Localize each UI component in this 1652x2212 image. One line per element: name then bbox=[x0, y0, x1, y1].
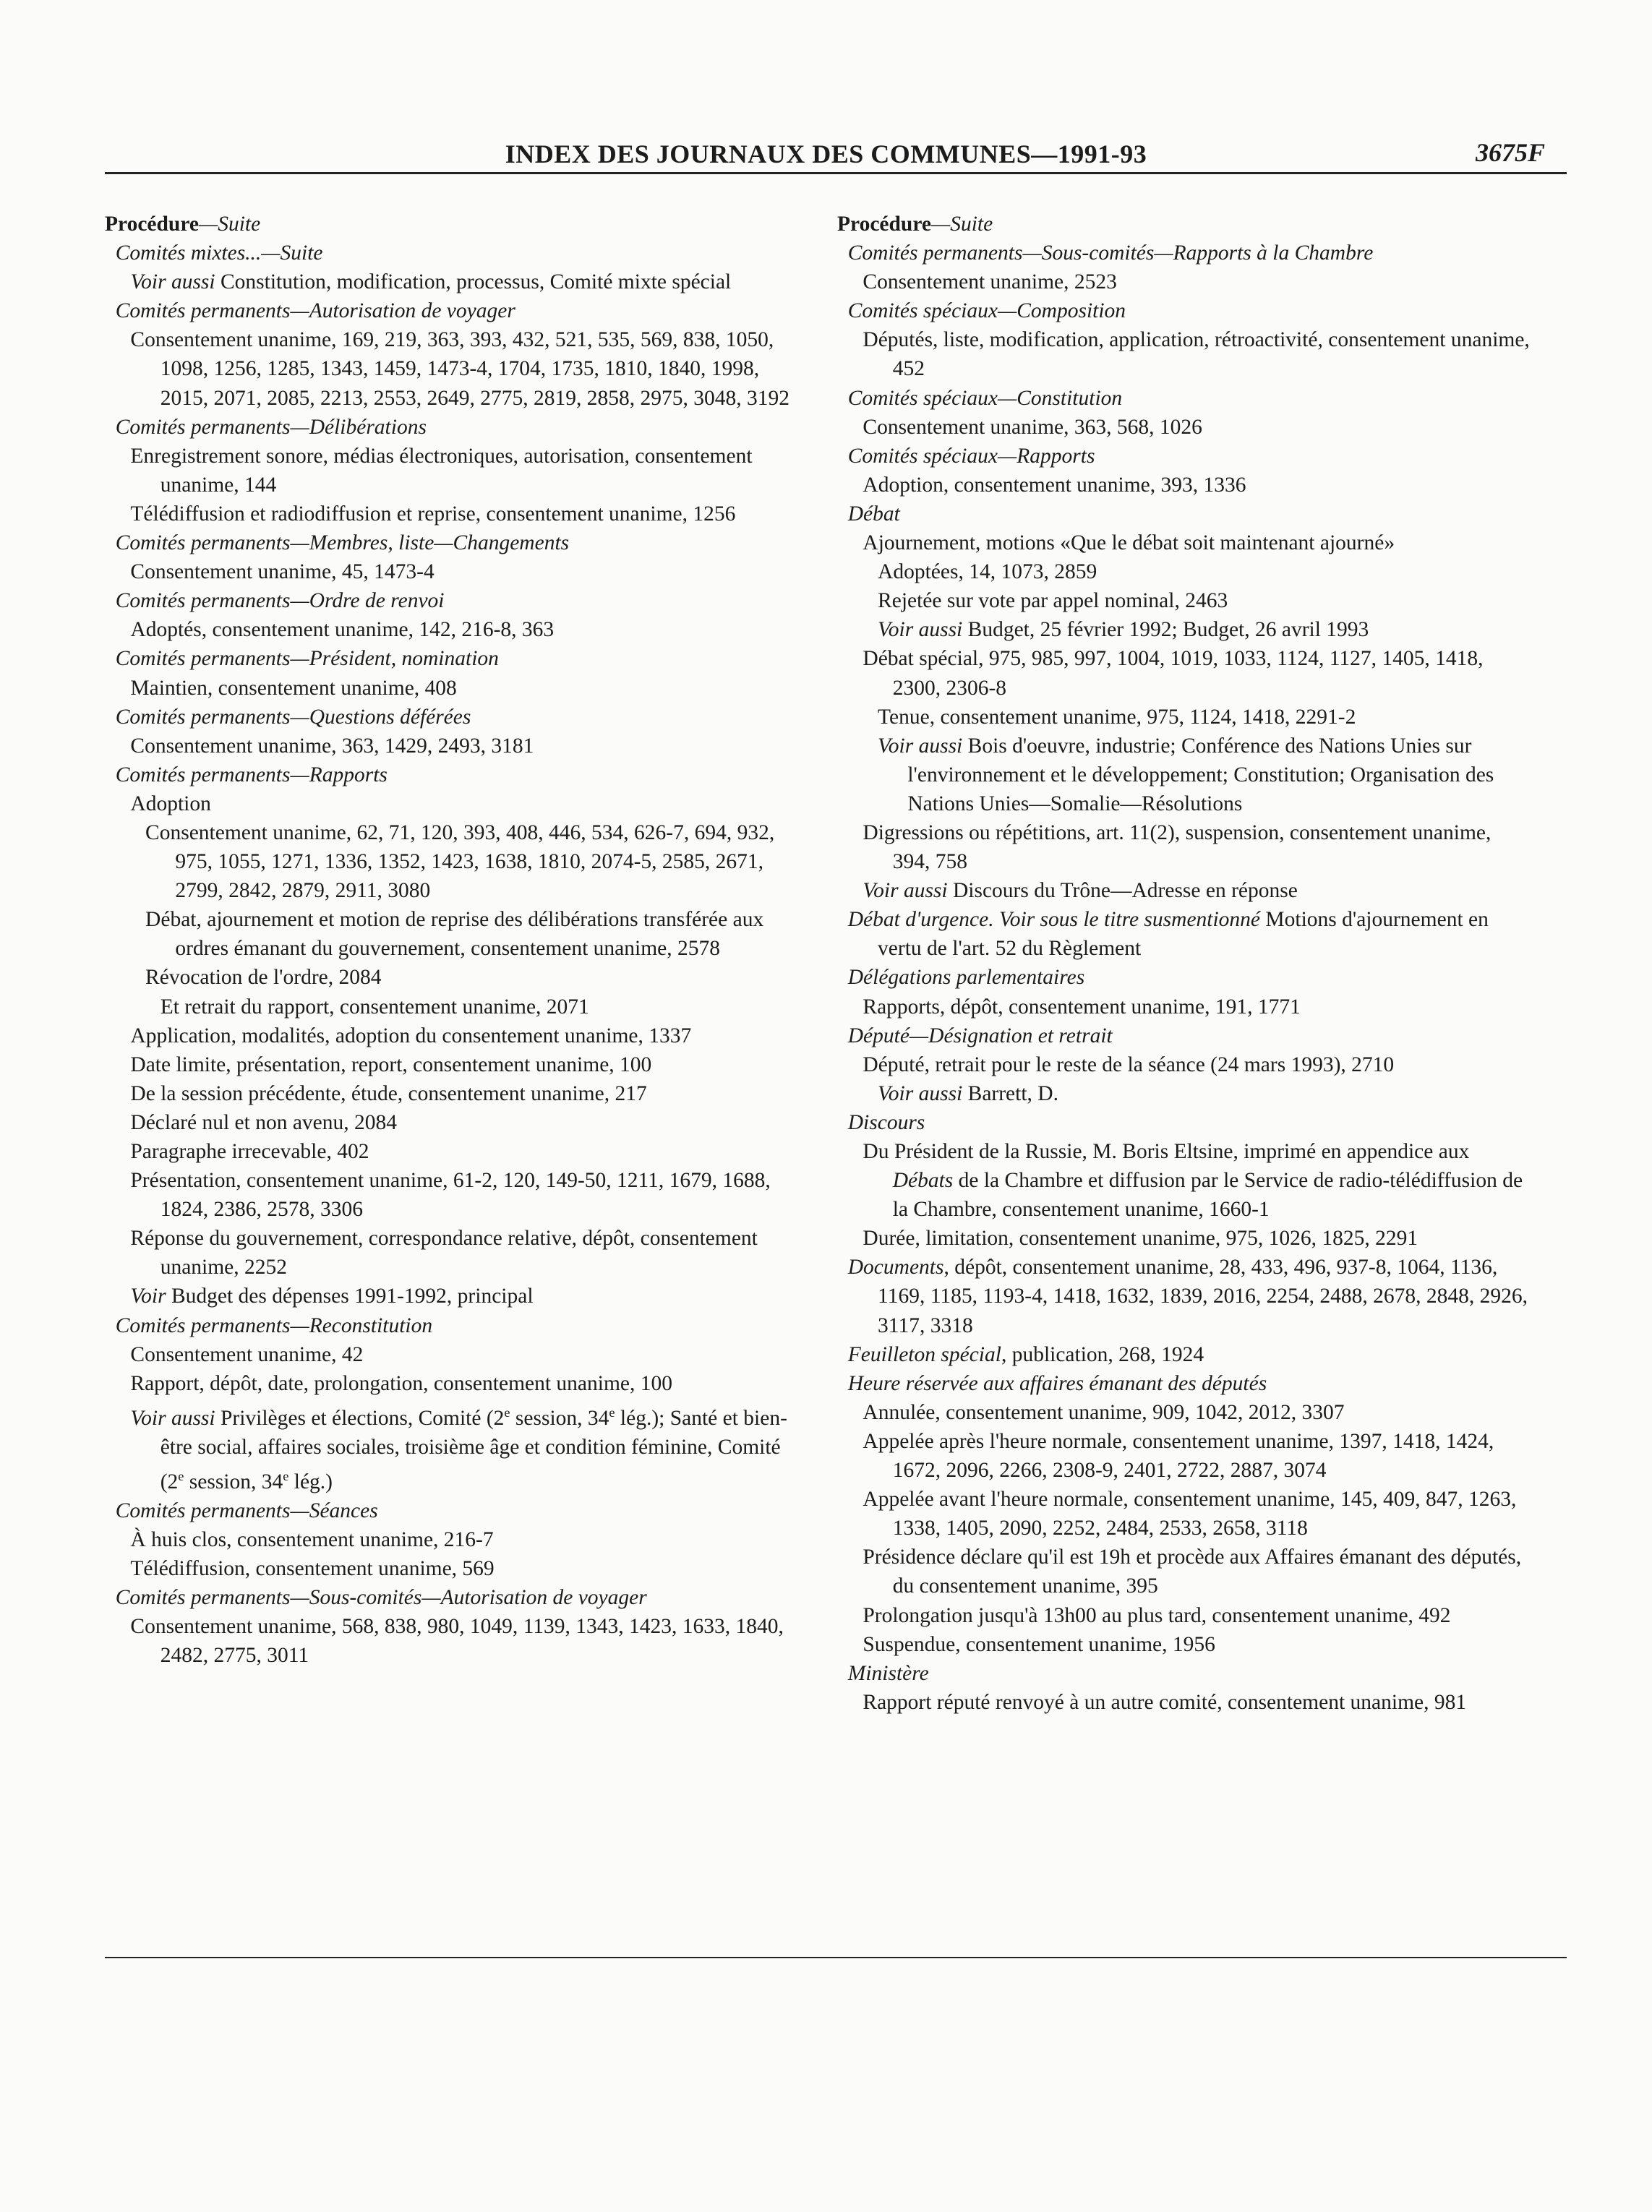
index-entry bbox=[105, 296, 799, 325]
index-entry bbox=[837, 384, 1531, 413]
footer-rule bbox=[105, 1957, 1567, 1958]
index-entry-text: Privilèges et élections, Comité (2 bbox=[215, 1406, 505, 1430]
index-entry-text: Comités permanents—Sous-comités—Autorisation de voyager bbox=[115, 1586, 647, 1610]
index-entry-text: Constitution, modification, processus, Comité mixte spécial bbox=[215, 270, 732, 294]
index-entry-text: Consentement unanime, 363, 568, 1026 bbox=[863, 415, 1202, 439]
index-entry-text: Annulée, consentement unanime, 909, 1042, 2012, 3307 bbox=[863, 1400, 1345, 1424]
index-entry bbox=[837, 1398, 1531, 1427]
index-entry-text: Paragraphe irrecevable, 402 bbox=[130, 1140, 369, 1163]
index-entry-text: Consentement unanime, 363, 1429, 2493, 3181 bbox=[130, 734, 534, 758]
index-entry-text: Débat, ajournement et motion de reprise des délibérations transférée aux ordres émanant du gouvernement, consentement unanime, 2578 bbox=[145, 908, 764, 961]
index-entry-text: Adoptés, consentement unanime, 142, 216-8, 363 bbox=[130, 618, 555, 642]
index-entry-text: Application, modalités, adoption du consentement unanime, 1337 bbox=[130, 1024, 692, 1047]
index-entry bbox=[837, 905, 1531, 963]
index-entry bbox=[837, 1050, 1531, 1079]
index-entry bbox=[837, 1485, 1531, 1543]
page-header-title: INDEX DES JOURNAUX DES COMMUNES—1991-93 bbox=[505, 140, 1147, 168]
index-entry bbox=[837, 876, 1531, 905]
index-entry-text: Suspendue, consentement unanime, 1956 bbox=[863, 1632, 1215, 1656]
index-entry bbox=[105, 993, 799, 1021]
index-entry bbox=[105, 1496, 799, 1525]
index-entry-text: De la session précédente, étude, consentement unanime, 217 bbox=[130, 1081, 647, 1105]
index-entry-text: Présentation, consentement unanime, 61-2, 120, 149-50, 1211, 1679, 1688, 1824, 2386, 2578, 3306 bbox=[130, 1169, 771, 1222]
index-entry-text: Digressions ou répétitions, art. 11(2), suspension, consentement unanime, 394, 758 bbox=[863, 820, 1491, 874]
index-entry-text: Voir aussi bbox=[130, 1406, 215, 1430]
index-entry-text: Comités permanents—Ordre de renvoi bbox=[115, 589, 445, 613]
index-entry bbox=[837, 413, 1531, 442]
index-entry-text: Heure réservée aux affaires émanant des députés bbox=[847, 1371, 1267, 1395]
index-entry bbox=[105, 1525, 799, 1554]
index-entry-text: Comités permanents—Président, nomination bbox=[115, 647, 499, 671]
index-entry-text: Du Président de la Russie, M. Boris Eltsine, imprimé en appendice aux bbox=[863, 1140, 1470, 1163]
index-entry-text: lég.) bbox=[288, 1470, 333, 1493]
index-entry-text: Comités permanents—Membres, liste—Changements bbox=[115, 531, 570, 555]
index-entry bbox=[105, 413, 799, 442]
index-entry bbox=[105, 1282, 799, 1311]
index-entry-text: Comités permanents—Reconstitution bbox=[115, 1313, 433, 1337]
index-entry-text: Motions d'ajournement en vertu de l'art. 52 du Règlement bbox=[878, 908, 1489, 961]
index-entry-text: Comités permanents—Autorisation de voyager bbox=[115, 299, 515, 323]
index-entry bbox=[105, 732, 799, 760]
index-entry-text: Réponse du gouvernement, correspondance relative, dépôt, consentement unanime, 2252 bbox=[130, 1227, 758, 1279]
index-entry bbox=[105, 500, 799, 528]
index-entry-text: Député, retrait pour le reste de la séance (24 mars 1993), 2710 bbox=[863, 1053, 1395, 1076]
index-entry bbox=[105, 1166, 799, 1224]
index-entry-text: Déclaré nul et non avenu, 2084 bbox=[130, 1110, 398, 1134]
index-entry-text: Comités spéciaux—Composition bbox=[847, 299, 1126, 323]
index-entry bbox=[837, 1137, 1531, 1224]
index-entry bbox=[837, 1630, 1531, 1659]
index-entry bbox=[105, 963, 799, 992]
index-entry bbox=[105, 267, 799, 296]
index-entry bbox=[105, 1554, 799, 1583]
index-entry-text: e bbox=[609, 1405, 615, 1420]
index-entry bbox=[105, 1612, 799, 1670]
index-entry bbox=[105, 586, 799, 615]
index-entry bbox=[837, 1253, 1531, 1339]
index-entry-text: Discours bbox=[847, 1110, 925, 1134]
index-entry-text: e bbox=[178, 1468, 184, 1483]
index-entry-text: Budget, 25 février 1992; Budget, 26 avril 1993 bbox=[962, 618, 1369, 642]
index-entry bbox=[837, 586, 1531, 615]
index-entry-text: Maintien, consentement unanime, 408 bbox=[130, 676, 457, 700]
header-rule bbox=[105, 172, 1567, 174]
index-entry bbox=[837, 239, 1531, 267]
index-entry-text: Voir aussi bbox=[878, 618, 963, 642]
index-entry-text: Présidence déclare qu'il est 19h et procède aux Affaires émanant des députés, du consentement unanime, 395 bbox=[863, 1546, 1522, 1598]
index-entry-text: Adoption, consentement unanime, 393, 1336 bbox=[863, 473, 1246, 497]
index-entry bbox=[105, 644, 799, 673]
index-entry bbox=[837, 818, 1531, 876]
index-entry-text: Appelée avant l'heure normale, consentement unanime, 145, 409, 847, 1263, 1338, 1405, 2090, 2252, 2484, 2533, 2658, 3118 bbox=[863, 1488, 1517, 1540]
index-entry-text: Ajournement, motions «Que le débat soit maintenant ajourné» bbox=[863, 531, 1395, 555]
index-entry-text: Appelée après l'heure normale, consentement unanime, 1397, 1418, 1424, 1672, 2096, 2266, 2308-9, 2401, 2722, 2887, 3074 bbox=[863, 1429, 1494, 1483]
index-entry-text: Procédure bbox=[105, 213, 199, 236]
index-entry bbox=[837, 1659, 1531, 1688]
index-entry-text: Discours du Trône—Adresse en réponse bbox=[947, 879, 1298, 903]
index-entry-text: Voir aussi bbox=[130, 270, 215, 294]
index-entry-text: Délégations parlementaires bbox=[847, 966, 1085, 990]
index-entry-text: À huis clos, consentement unanime, 216-7 bbox=[130, 1527, 494, 1551]
index-entry-text: Débat bbox=[847, 502, 900, 526]
index-entry bbox=[837, 1427, 1531, 1485]
index-entry-text: , dépôt, consentement unanime, 28, 433, 496, 937-8, 1064, 1136, 1169, 1185, 1193-4, 1418, 1632, 1839, 2016, 2254, 2488, 2678, 2848, 2926, 3117, 3318 bbox=[878, 1256, 1528, 1337]
index-entry-text: Enregistrement sonore, médias électroniques, autorisation, consentement unanime, 144 bbox=[130, 444, 753, 497]
index-entry-text: Comités spéciaux—Rapports bbox=[847, 444, 1095, 468]
index-entry-text: Consentement unanime, 45, 1473-4 bbox=[130, 560, 435, 584]
index-entry-text: Voir aussi bbox=[863, 879, 948, 903]
index-entry-text: Feuilleton spécial bbox=[847, 1342, 1001, 1366]
index-entry-text: Rapport réputé renvoyé à un autre comité, consentement unanime, 981 bbox=[863, 1690, 1467, 1714]
index-entry bbox=[105, 703, 799, 732]
index-entry bbox=[837, 732, 1531, 818]
index-entry-text: Adoptées, 14, 1073, 2859 bbox=[878, 560, 1097, 584]
index-column-left bbox=[105, 210, 799, 1670]
index-entry bbox=[837, 1369, 1531, 1398]
index-entry bbox=[837, 1601, 1531, 1630]
index-entry bbox=[105, 442, 799, 500]
index-entry-text: Rapport, dépôt, date, prolongation, consentement unanime, 100 bbox=[130, 1371, 673, 1395]
index-entry bbox=[837, 267, 1531, 296]
index-entry-text: Consentement unanime, 169, 219, 363, 393, 432, 521, 535, 569, 838, 1050, 1098, 1256, 1285, 1343, 1459, 1473-4, 1704, 1735, 1810, 1840, 1998, 2015, 2071, 2085, 2213, 2553, 2649, 2775, 2819, 2858, 2975, 3048, 3192 bbox=[130, 328, 789, 410]
index-entry-text: Consentement unanime, 42 bbox=[130, 1342, 364, 1366]
index-entry-text: Durée, limitation, consentement unanime, 975, 1026, 1825, 2291 bbox=[863, 1227, 1418, 1251]
index-entry bbox=[837, 325, 1531, 383]
index-entry-text: Date limite, présentation, report, consentement unanime, 100 bbox=[130, 1053, 652, 1076]
index-entry-text: Rejetée sur vote par appel nominal, 2463 bbox=[878, 589, 1228, 613]
index-entry-text: —Suite bbox=[930, 213, 993, 236]
index-entry bbox=[837, 500, 1531, 528]
index-entry-text: Débat spécial, 975, 985, 997, 1004, 1019, 1033, 1124, 1127, 1405, 1418, 2300, 2306-8 bbox=[863, 647, 1484, 700]
index-entry bbox=[105, 1050, 799, 1079]
index-column-right bbox=[837, 210, 1531, 1717]
index-entry-text: Procédure bbox=[837, 213, 931, 236]
index-entry-text: Comités mixtes...—Suite bbox=[115, 241, 323, 265]
index-entry-text: Débat d'urgence. Voir sous le titre susmentionné bbox=[847, 908, 1261, 932]
index-entry bbox=[837, 1079, 1531, 1108]
index-entry bbox=[105, 760, 799, 789]
index-entry-text: Voir bbox=[130, 1285, 166, 1308]
index-entry-text: Député—Désignation et retrait bbox=[847, 1024, 1113, 1047]
index-entry bbox=[837, 993, 1531, 1021]
index-entry bbox=[837, 963, 1531, 992]
index-entry bbox=[105, 557, 799, 586]
index-entry-text: Bois d'oeuvre, industrie; Conférence des Nations Unies sur l'environnement et le développement; Constitution; Organisation des Nations Unies—Somalie—Résolutions bbox=[907, 734, 1494, 815]
index-entry bbox=[105, 789, 799, 818]
index-entry-text: de la Chambre et diffusion par le Service de radio-télédiffusion de la Chambre, consentement unanime, 1660-1 bbox=[892, 1169, 1523, 1222]
index-entry-text: Documents bbox=[847, 1256, 944, 1279]
index-entry bbox=[105, 1079, 799, 1108]
index-entry bbox=[837, 1224, 1531, 1253]
index-entry-text: Débats bbox=[892, 1169, 954, 1193]
index-entry bbox=[105, 325, 799, 412]
index-entry bbox=[837, 615, 1531, 644]
index-entry-text: —Suite bbox=[198, 213, 261, 236]
index-entry-text: lég.); Santé et bien-être social, affaires sociales, troisième âge et condition féminine, Comité (2 bbox=[160, 1406, 787, 1493]
index-entry bbox=[837, 703, 1531, 732]
index-entry-text: Télédiffusion, consentement unanime, 569 bbox=[130, 1556, 495, 1580]
index-entry-text: session, 34 bbox=[510, 1406, 609, 1430]
index-entry-text: Consentement unanime, 568, 838, 980, 1049, 1139, 1343, 1423, 1633, 1840, 2482, 2775, 3011 bbox=[130, 1615, 784, 1668]
index-entry bbox=[837, 442, 1531, 471]
index-entry-text: Voir aussi bbox=[878, 1081, 963, 1105]
index-entry bbox=[105, 1583, 799, 1612]
index-entry bbox=[837, 557, 1531, 586]
index-entry bbox=[105, 210, 799, 239]
index-entry bbox=[105, 615, 799, 644]
index-entry bbox=[837, 1340, 1531, 1369]
index-entry-text: Prolongation jusqu'à 13h00 au plus tard, consentement unanime, 492 bbox=[863, 1603, 1451, 1627]
index-entry bbox=[837, 528, 1531, 557]
index-entry-text: e bbox=[504, 1405, 510, 1420]
index-entry-text: Et retrait du rapport, consentement unanime, 2071 bbox=[160, 995, 589, 1019]
index-entry-text: Révocation de l'ordre, 2084 bbox=[145, 966, 382, 990]
index-entry-text: Comités spéciaux—Constitution bbox=[847, 386, 1123, 410]
index-entry bbox=[837, 1021, 1531, 1050]
index-entry-text: Comités permanents—Sous-comités—Rapports à la Chambre bbox=[847, 241, 1374, 265]
index-entry bbox=[837, 644, 1531, 702]
index-entry-text: Budget des dépenses 1991-1992, principal bbox=[166, 1285, 534, 1308]
index-entry-text: Télédiffusion et radiodiffusion et reprise, consentement unanime, 1256 bbox=[130, 502, 736, 526]
index-entry bbox=[105, 1021, 799, 1050]
index-entry bbox=[837, 1108, 1531, 1137]
index-entry bbox=[105, 528, 799, 557]
index-entry bbox=[105, 1137, 799, 1166]
index-entry-text: Consentement unanime, 62, 71, 120, 393, 408, 446, 534, 626-7, 694, 932, 975, 1055, 1271, 1336, 1352, 1423, 1638, 1810, 2074-5, 2585, 2671, 2799, 2842, 2879, 2911, 3080 bbox=[145, 820, 775, 903]
index-entry-text: Comités permanents—Séances bbox=[115, 1499, 378, 1522]
index-entry bbox=[837, 1543, 1531, 1600]
index-entry bbox=[105, 1340, 799, 1369]
index-entry-text: Adoption bbox=[130, 792, 211, 815]
index-entry bbox=[105, 674, 799, 703]
index-entry-text: Députés, liste, modification, application, rétroactivité, consentement unanime, 452 bbox=[863, 328, 1530, 381]
page-number: 3675F bbox=[1475, 138, 1545, 167]
index-entry-text: Comités permanents—Questions déférées bbox=[115, 705, 471, 729]
index-entry bbox=[837, 1688, 1531, 1717]
index-entry bbox=[105, 818, 799, 905]
index-entry bbox=[105, 1398, 799, 1496]
index-entry-text: Tenue, consentement unanime, 975, 1124, 1418, 2291-2 bbox=[878, 705, 1356, 729]
index-entry-text: Consentement unanime, 2523 bbox=[863, 270, 1117, 294]
index-entry bbox=[837, 471, 1531, 500]
index-entry-text: Comités permanents—Délibérations bbox=[115, 415, 427, 439]
index-entry-text: e bbox=[283, 1468, 289, 1483]
index-entry-text: , publication, 268, 1924 bbox=[1001, 1342, 1204, 1366]
index-entry-text: Rapports, dépôt, consentement unanime, 191, 1771 bbox=[863, 995, 1301, 1019]
index-entry-text: Voir aussi bbox=[878, 734, 963, 758]
index-entry bbox=[105, 905, 799, 963]
index-entry bbox=[105, 1224, 799, 1282]
index-entry bbox=[837, 210, 1531, 239]
index-entry-text: Comités permanents—Rapports bbox=[115, 763, 388, 786]
index-entry bbox=[105, 1369, 799, 1398]
index-entry bbox=[105, 1108, 799, 1137]
index-entry-text: Ministère bbox=[847, 1661, 929, 1685]
index-entry bbox=[105, 1311, 799, 1340]
index-entry bbox=[105, 239, 799, 267]
index-entry-text: session, 34 bbox=[184, 1470, 283, 1493]
index-entry bbox=[837, 296, 1531, 325]
index-entry-text: Barrett, D. bbox=[962, 1081, 1058, 1105]
